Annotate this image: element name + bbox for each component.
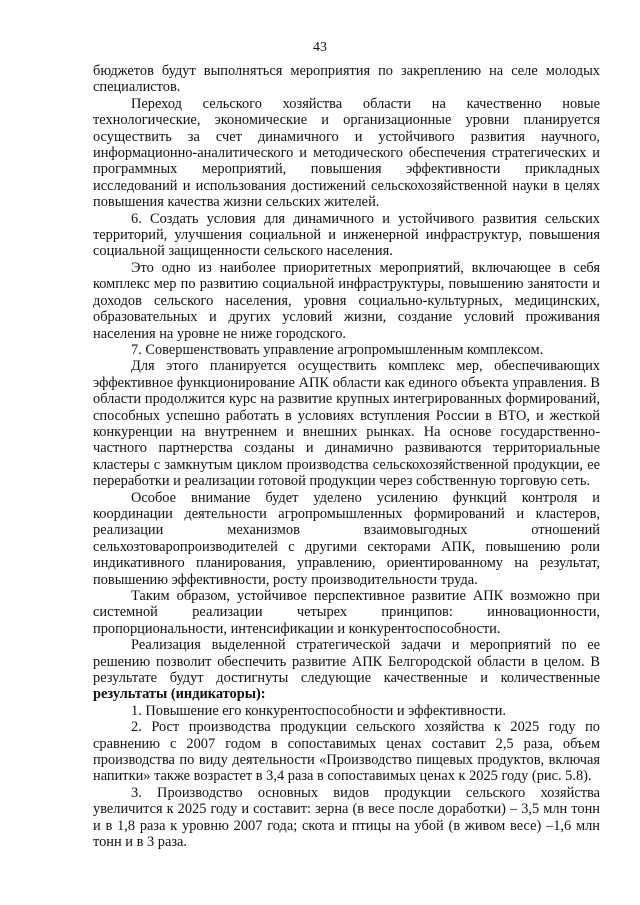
- results-heading: результаты (индикаторы):: [93, 686, 266, 703]
- paragraph: [93, 637, 600, 703]
- paragraph: 7. Совершенствовать управление агропромышленным комплексом.: [131, 341, 544, 358]
- paragraph-text: Реализация выделенной стратегической задачи и мероприятий по ее решению позволит обеспечить развитие АПК Белгородской области в целом. В результате будут достигнуты следующие качественные и количественные: [93, 637, 600, 687]
- paragraph: 1. Повышение его конкурентоспособности и эффективности.: [131, 702, 507, 719]
- paragraph: Это одно из наиболее приоритетных мероприятий, включающее в себя комплекс мер по развитию социальной инфраструктуры, повышению занятости и доходов сельского населения, уровня социально-культурных, медицинских, образовательных и других условий жизни, создание условий проживания населения на уровне не ниже городского.: [93, 259, 600, 342]
- page-body: [93, 63, 600, 851]
- paragraph: Особое внимание будет уделено усилению функций контроля и координации деятельности агропромышленных формирований и кластеров, реализации механизмов взаимовыгодных отношений сельхозтоваропроизводителей с другими секторами АПК, повышению роли индикативного планирования, управлению, ориентированному на результат, повышению эффективности, росту производительности труда.: [93, 489, 600, 588]
- page-number: 43: [313, 40, 327, 55]
- paragraph: 6. Создать условия для динамичного и устойчивого развития сельских территорий, улучшения социальной и инженерной инфраструктур, повышения социальной защищенности сельского населения.: [93, 210, 600, 260]
- paragraph: Переход сельского хозяйства области на качественно новые технологические, экономические и организационные уровни планируется осуществить за счет динамичного и устойчивого развития научного, информационно-аналитического и методического обеспечения стратегических и программных мероприятий, повышения эффективности прикладных исследований и использования достижений сельскохозяйственной науки в целях повышения качества жизни сельских жителей.: [93, 95, 600, 211]
- paragraph: Для этого планируется осуществить комплекс мер, обеспечивающих эффективное функционирование АПК области как единого объекта управления. В области продолжится курс на развитие крупных интегрированных формирований, способных успешно работать в условиях вступления России в ВТО, и жесткой конкуренции на внутреннем и внешних рынках. На основе государственно-частного партнерства созданы и динамично развиваются территориальные кластеры с замкнутым циклом производства сельскохозяйственной продукции, ее переработки и реализации готовой продукции через собственную торговую сеть.: [93, 358, 600, 490]
- paragraph: бюджетов будут выполняться мероприятия по закреплению на селе молодых специалистов.: [93, 63, 600, 96]
- paragraph: 3. Производство основных видов продукции сельского хозяйства увеличится к 2025 году и составит: зерна (в весе после доработки) – 3,5 млн тонн и в 1,8 раза к уровню 2007 года; скота и птицы на убой (в живом весе) –1,6 млн тонн и в 3 раза.: [93, 784, 600, 851]
- paragraph: 2. Рост производства продукции сельского хозяйства к 2025 году по сравнению с 2007 годом в сопоставимых ценах составит 2,5 раза, объем производства по виду деятельности «Производство пищевых продуктов, включая напитки» также возрастет в 3,4 раза в сопоставимых ценах к 2025 году (рис. 5.8).: [93, 719, 600, 785]
- paragraph: Таким образом, устойчивое перспективное развитие АПК возможно при системной реализации четырех принципов: инновационности, пропорциональности, интенсификации и конкурентоспособности.: [93, 588, 600, 637]
